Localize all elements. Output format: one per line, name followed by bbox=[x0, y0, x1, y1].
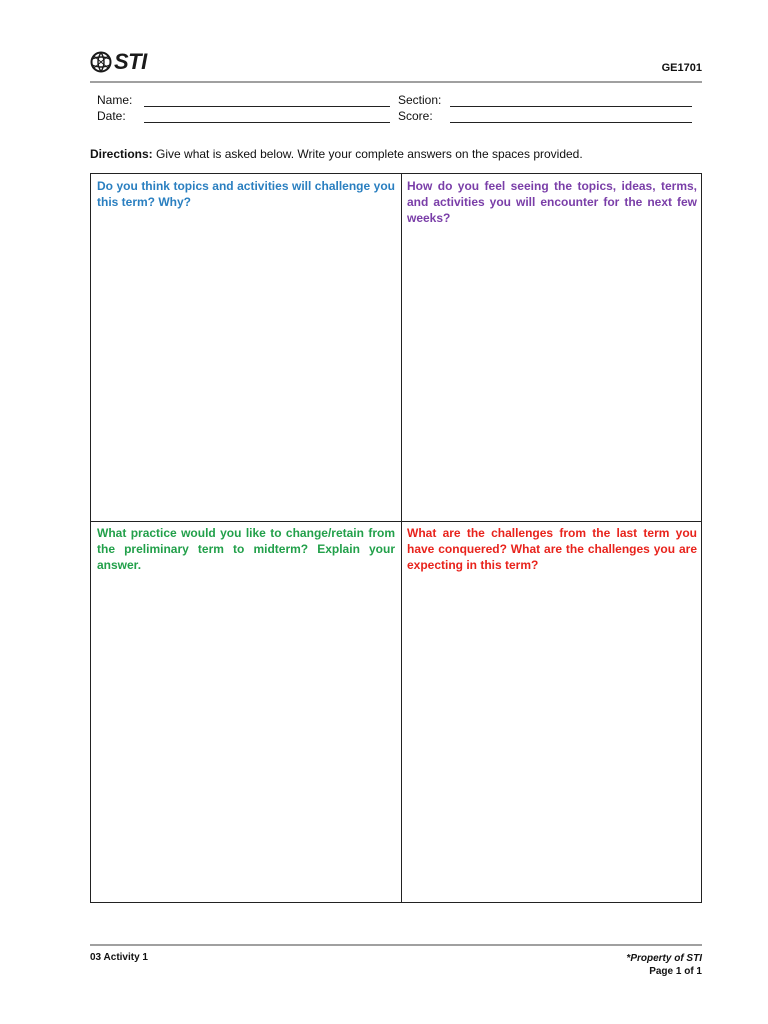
globe-icon bbox=[90, 51, 112, 73]
header-rule bbox=[90, 81, 702, 83]
footer-property: *Property of STI bbox=[626, 953, 702, 964]
footer-right bbox=[626, 952, 702, 978]
question-2: How do you feel seeing the topics, ideas, terms, and activities you will encounter for the next few weeks? bbox=[407, 179, 697, 225]
section-field[interactable] bbox=[450, 106, 692, 107]
footer-activity: 03 Activity 1 bbox=[90, 952, 148, 963]
document-code: GE1701 bbox=[661, 62, 702, 74]
question-4: What are the challenges from the last term you have conquered? What are the challenges you are expecting in this term? bbox=[407, 526, 697, 572]
date-label: Date: bbox=[97, 109, 126, 123]
question-1: Do you think topics and activities will challenge you this term? Why? bbox=[97, 179, 395, 209]
directions bbox=[90, 147, 583, 161]
name-label: Name: bbox=[97, 93, 133, 107]
directions-label: Directions: bbox=[90, 147, 153, 161]
directions-text: Give what is asked below. Write your complete answers on the spaces provided. bbox=[152, 147, 583, 161]
footer-rule bbox=[90, 944, 702, 946]
section-label: Section: bbox=[398, 93, 442, 107]
question-3: What practice would you like to change/retain from the preliminary term to midterm? Explain your answer. bbox=[97, 526, 395, 572]
date-field[interactable] bbox=[144, 122, 390, 123]
logo-text: STI bbox=[114, 49, 147, 74]
score-label: Score: bbox=[398, 109, 433, 123]
score-field[interactable] bbox=[450, 122, 692, 123]
name-field[interactable] bbox=[144, 106, 390, 107]
answer-grid bbox=[90, 173, 702, 903]
sti-logo bbox=[90, 50, 147, 74]
footer-page-number: Page 1 of 1 bbox=[649, 966, 702, 977]
grid-vertical-divider bbox=[401, 174, 402, 902]
grid-horizontal-divider bbox=[91, 521, 701, 522]
